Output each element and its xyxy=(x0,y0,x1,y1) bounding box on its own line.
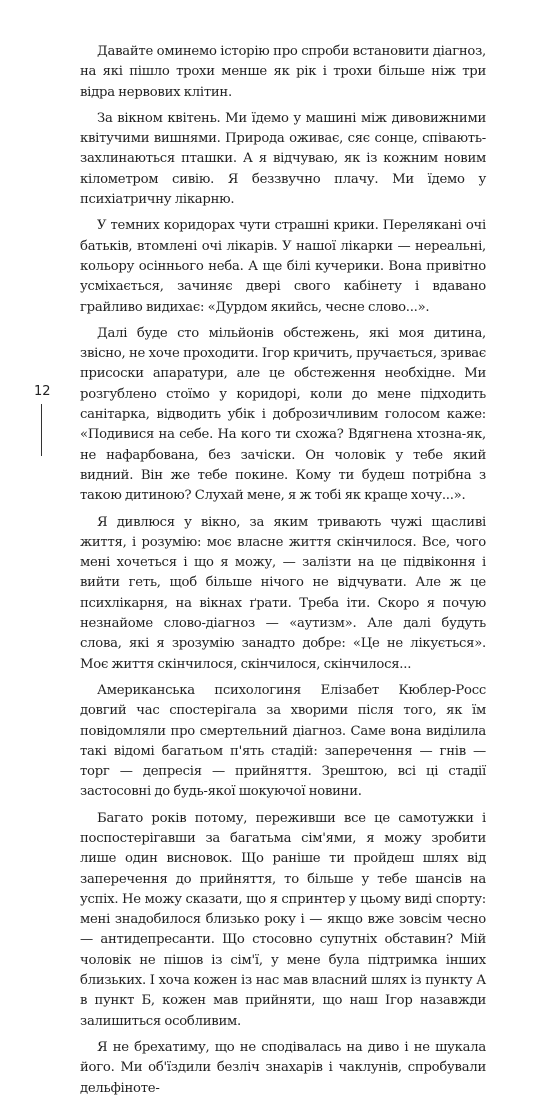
page-number: 12 xyxy=(34,384,51,399)
paragraph-6: Американська психологиня Елізабет Кюблер-Росс довгий час спостерігала за хворими після того, як їм повідомляли про смертельний діагноз. Саме вона виділила такі відомі багатьом п'ять стадій: заперечення — гнів — торг — депресія — прийняття. Зрештою, всі ці стадії застосовні до будь-якої шокуючої новини. xyxy=(80,682,486,800)
paragraph-2: За вікном квітень. Ми їдемо у машині між дивовижними квітучими вишнями. Природа оживає, сяє сонце, співають-захлинаються пташки. А я відчуваю, як із кожним новим кілометром сивію. Я беззвучно плачу. Ми їдемо у психіатричну лікарню. xyxy=(80,110,486,208)
paragraph-3: У темних коридорах чути страшні крики. Переляканi очі батьків, втомлені очі лікарів. У нашої лікарки — нереальні, кольору осіннього неба. А ще білі кучерики. Вона привітно усміхається, зачиняє двері свого кабінету і вдавано грайливо видихає: «Дурдом якийсь, чесне слово...». xyxy=(80,218,486,315)
paragraph-5: Я дивлюся у вікно, за яким тривають чужі щасливі життя, і розумію: моє власне життя скінчилося. Все, чого мені хочеться і що я можу, — залізти на це підвіконня і вийти геть, щоб більше нічого не відчувати. Але ж це психлікарня, на вікнах ґрати. Треба іти. Скоро я почую незнайоме слово-діагноз — «аутизм». Але далі будуть слова, які я зрозумію занадто добре: «Це не лікується». Моє життя скінчилося, скінчилося, скінчилося... xyxy=(80,514,486,672)
paragraph-1: Давайте оминемо історію про спроби встановити діагноз, на які пішло трохи менше як рік і трохи більше ніж три відра нервових клітин. xyxy=(80,44,486,100)
page-number-rule xyxy=(41,404,42,456)
paragraph-4: Далі буде сто мільйонів обстежень, які моя дитина, звісно, не хоче проходити. Ігор кричить, пручається, зриває присоски апаратури, але це обстеження необхідне. Ми розгублено стоїмо у коридорі, коли до мене підходить санітарка, відводить убік і доброзичливим голосом каже: «Подивися на себе. На кого ти схожа? Вдягнена хтозна-як, не нафарбована, без зачіски. Он чоловік у тебе який видний. Він же тебе покине. Кому ти будеш потрібна з такою дитиною? Слухай мене, я ж тобі як краще хочу...». xyxy=(80,325,486,504)
body-text xyxy=(80,42,486,1105)
paragraph-8: Я не брехатиму, що не сподівалась на диво і не шукала його. Ми об'їздили безліч знахарів і чаклунів, спробували дельфіноте- xyxy=(80,1039,486,1096)
paragraph-7: Багато років потому, переживши все це самотужки і поспостерігавши за багатьма сім'ями, я можу зробити лише один висновок. Що раніше ти пройдеш шлях від заперечення до прийняття, то більше у тебе шансів на успіх. Не можу сказати, що я спринтер у цьому виді спорту: мені знадобилося близько року і — якщо вже зовсім чесно — антидепресанти. Що стосовно супутніх обставин? Мій чоловік не пішов із сім'ї, у мене була підтримка інших близьких. І хоча кожен із нас мав власний шлях із пункту А в пункт Б, кожен мав прийняти, що наш Ігор назавжди залишиться особливим. xyxy=(80,810,486,1029)
